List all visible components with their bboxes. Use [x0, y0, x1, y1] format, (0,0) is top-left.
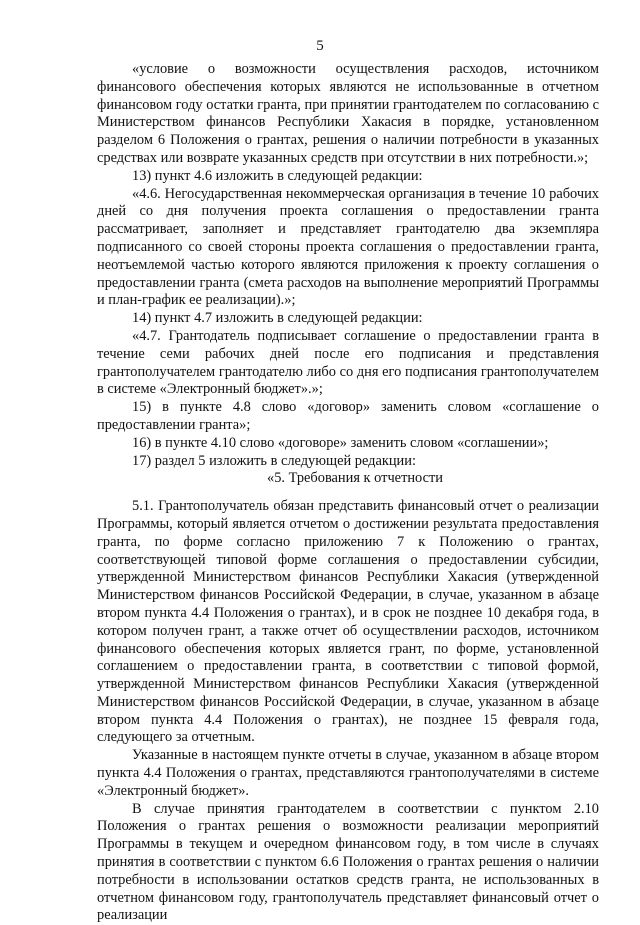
paragraph-clause-5-1: 5.1. Грантополучатель обязан представить финансовый отчет о реализации Программы, который является отчетом о достижении результата предоставления гранта, по форме согласно приложению 7 к Положению о грантах, соответствующей типовой форме соглашения о предоставлении субсидии, утвержденной Министерством финансов Республики Хакасия (утвержденной Министерством финансов Российской Федерации, в случае, указанном в абзаце втором пункта 4.4 Положения о грантах), и в срок не позднее 10 декабря года, в котором получен грант, а также отчет об осуществлении расходов, источником финансового обеспечения которых является грант, по форме, установленной соглашением о предоставлении гранта, в соответствии с типовой формой, утвержденной Министерством финансов Республики Хакасия (утвержденной Министерством финансов Российской Федерации, в случае, указанном в абзаце втором пункта 4.4 Положения о грантах), не позднее 15 февраля года, следующего за отчетным. [97, 498, 599, 746]
paragraph-clause-4-6: «4.6. Негосударственная некоммерческая организация в течение 10 рабочих дней со дня получения проекта соглашения о предоставлении гранта рассматривает, заполняет и представляет грантодателю два экземпляра подписанного со своей стороны проекта соглашения о предоставлении гранта, неотъемлемой частью которого являются приложения к проекту соглашения о предоставлении гранта (смета расходов на выполнение мероприятий Программы и план-график ее реализации).»; [97, 185, 599, 309]
paragraph-reports-submission: Указанные в настоящем пункте отчеты в случае, указанном в абзаце втором пункта 4.4 Положения о грантах, представляются грантополучателями в системе «Электронный бюджет». [97, 747, 599, 799]
paragraph-item-14: 14) пункт 4.7 изложить в следующей редакции: [132, 310, 423, 327]
document-body [97, 61, 599, 925]
section-heading: «5. Требования к отчетности [267, 470, 443, 487]
page-number: 5 [316, 38, 324, 54]
paragraph-closing-quote: «условие о возможности осуществления расходов, источником финансового обеспечения которых являются не использованные в отчетном финансовом году остатки гранта, при принятии грантодателем по согласованию с Министерством финансов Республики Хакасия в порядке, установленном разделом 6 Положения о грантах, решения о наличии потребности в указанных средствах или возврате указанных средств при отсутствии в них потребности.»; [97, 61, 599, 166]
section-spacer [97, 488, 599, 498]
paragraph-multi-year-case: В случае принятия грантодателем в соответствии с пунктом 2.10 Положения о грантах решения о возможности реализации мероприятий Программы в текущем и очередном финансовом году, в том числе в случаях принятия в соответствии с пунктом 6.6 Положения о грантах решения о наличии потребности в использовании остатков средств гранта, не использованных в отчетном финансовом году, грантополучатель представляет финансовый отчет о реализации [97, 800, 599, 924]
paragraph-item-13: 13) пункт 4.6 изложить в следующей редакции: [132, 167, 423, 184]
paragraph-item-17: 17) раздел 5 изложить в следующей редакции: [132, 452, 416, 469]
paragraph-item-16: 16) в пункте 4.10 слово «договоре» заменить словом «соглашении»; [132, 434, 549, 451]
paragraph-clause-4-7: «4.7. Грантодатель подписывает соглашение о предоставлении гранта в течение семи рабочих дней после его подписания и представления грантополучателем грантодателю либо со дня его подписания грантополучателем в системе «Электронный бюджет».»; [97, 327, 599, 398]
paragraph-item-15: 15) в пункте 4.8 слово «договор» заменить словом «соглашение о предоставлении гранта»; [97, 399, 599, 433]
